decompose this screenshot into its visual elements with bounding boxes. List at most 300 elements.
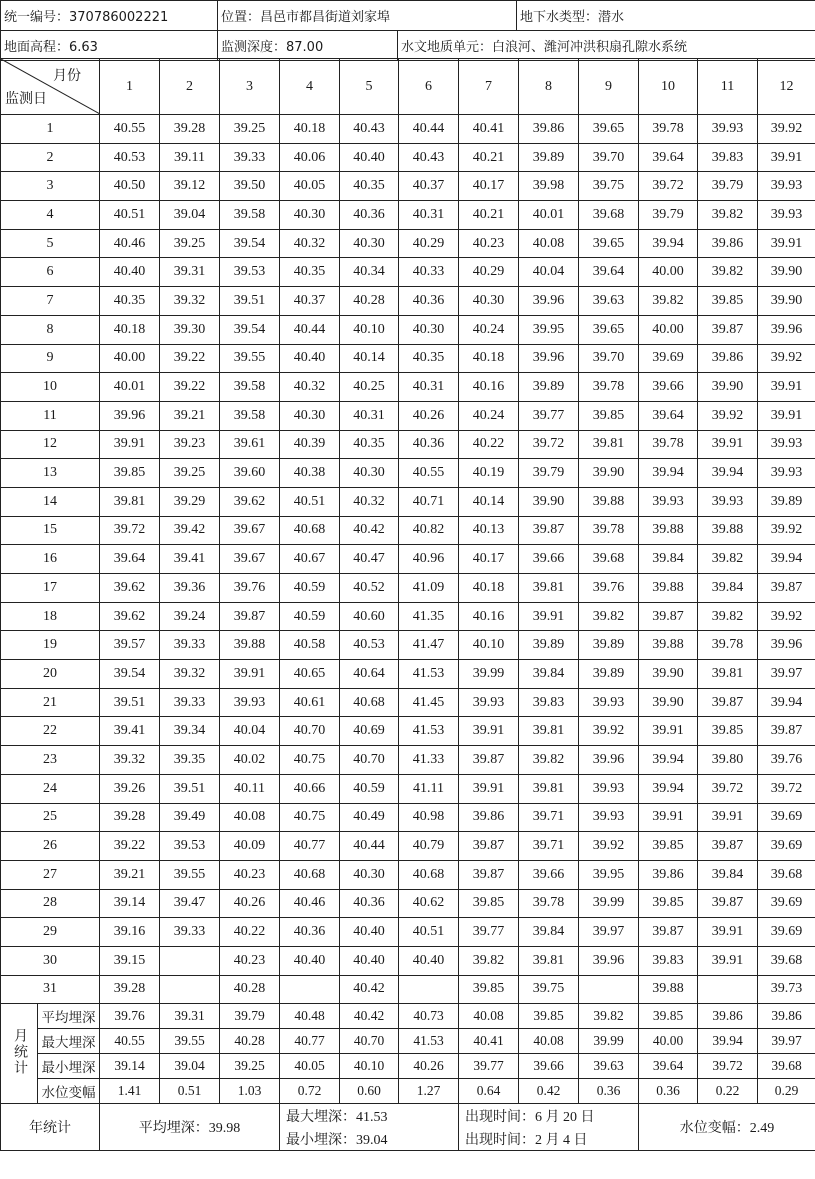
- depth-cell: 39.92: [579, 832, 639, 861]
- depth-cell: 39.87: [698, 688, 758, 717]
- depth-cell: 39.78: [579, 516, 639, 545]
- day-number: 10: [1, 373, 100, 402]
- depth-cell: 39.75: [519, 975, 579, 1004]
- depth-cell: 41.53: [399, 717, 459, 746]
- depth-cell: 39.98: [519, 172, 579, 201]
- depth-cell: 40.18: [100, 315, 160, 344]
- depth-cell: 39.94: [639, 746, 698, 775]
- depth-cell: 40.32: [280, 229, 340, 258]
- depth-cell: 39.64: [579, 258, 639, 287]
- stat-cell: 39.94: [698, 1029, 758, 1054]
- stat-cell: 40.70: [340, 1029, 399, 1054]
- depth-cell: 39.93: [579, 688, 639, 717]
- depth-cell: 39.93: [579, 774, 639, 803]
- depth-cell: 39.77: [519, 401, 579, 430]
- annual-max: 最大埋深：41.53: [280, 1104, 459, 1128]
- depth-cell: 39.88: [220, 631, 280, 660]
- depth-cell: 39.61: [220, 430, 280, 459]
- depth-cell: 39.85: [459, 889, 519, 918]
- depth-cell: 39.86: [519, 115, 579, 144]
- depth-cell: 39.78: [519, 889, 579, 918]
- depth-cell: 39.94: [639, 459, 698, 488]
- depth-cell: 39.28: [100, 803, 160, 832]
- depth-cell: 40.68: [280, 860, 340, 889]
- depth-cell: 39.90: [639, 660, 698, 689]
- day-number: 13: [1, 459, 100, 488]
- depth-cell: 39.99: [459, 660, 519, 689]
- stat-cell: 39.66: [519, 1054, 579, 1079]
- depth-cell: 40.36: [340, 889, 399, 918]
- depth-cell: 39.81: [519, 574, 579, 603]
- depth-cell: 39.91: [459, 717, 519, 746]
- depth-cell: 40.75: [280, 803, 340, 832]
- stat-cell: 40.00: [639, 1029, 698, 1054]
- depth-cell: [399, 975, 459, 1004]
- depth-cell: 39.73: [758, 975, 815, 1004]
- depth-cell: 39.81: [579, 430, 639, 459]
- depth-cell: 39.91: [698, 803, 758, 832]
- depth-cell: 40.51: [100, 201, 160, 230]
- depth-cell: 39.94: [758, 688, 815, 717]
- depth-cell: 39.71: [519, 803, 579, 832]
- depth-cell: 40.29: [399, 229, 459, 258]
- depth-cell: 39.76: [220, 574, 280, 603]
- depth-cell: 39.82: [639, 287, 698, 316]
- depth-cell: 39.65: [579, 315, 639, 344]
- depth-cell: 39.95: [579, 860, 639, 889]
- stat-cell: 1.03: [220, 1079, 280, 1104]
- stat-cell: 0.72: [280, 1079, 340, 1104]
- depth-cell: 39.88: [639, 574, 698, 603]
- depth-cell: 40.31: [399, 201, 459, 230]
- depth-cell: 39.81: [100, 487, 160, 516]
- depth-cell: 39.23: [160, 430, 220, 459]
- depth-cell: 40.43: [399, 143, 459, 172]
- depth-cell: 39.93: [459, 688, 519, 717]
- table-row: [1, 373, 815, 402]
- stat-row: [1, 1004, 815, 1029]
- depth-cell: 39.22: [100, 832, 160, 861]
- depth-cell: 39.72: [519, 430, 579, 459]
- depth-cell: 40.18: [459, 344, 519, 373]
- table-row: [1, 631, 815, 660]
- depth-cell: 39.69: [639, 344, 698, 373]
- depth-cell: 40.26: [399, 401, 459, 430]
- monitor-depth: 监测深度：87.00: [218, 31, 398, 61]
- depth-cell: 39.80: [698, 746, 758, 775]
- depth-cell: 41.53: [399, 660, 459, 689]
- depth-cell: 39.82: [698, 201, 758, 230]
- depth-cell: 39.14: [100, 889, 160, 918]
- depth-cell: 39.11: [160, 143, 220, 172]
- depth-cell: 39.86: [698, 229, 758, 258]
- depth-cell: 40.47: [340, 545, 399, 574]
- depth-cell: 39.25: [160, 459, 220, 488]
- station-info-table: [0, 0, 815, 61]
- table-row: [1, 746, 815, 775]
- depth-cell: 40.31: [340, 401, 399, 430]
- stat-cell: 39.99: [579, 1029, 639, 1054]
- depth-cell: 39.79: [698, 172, 758, 201]
- day-number: 25: [1, 803, 100, 832]
- day-number: 22: [1, 717, 100, 746]
- depth-cell: 40.66: [280, 774, 340, 803]
- monthly-stats-text: 月统计: [12, 1027, 27, 1076]
- depth-cell: 40.35: [340, 430, 399, 459]
- depth-cell: 40.01: [100, 373, 160, 402]
- depth-cell: 39.88: [579, 487, 639, 516]
- day-number: 27: [1, 860, 100, 889]
- depth-cell: 39.78: [639, 430, 698, 459]
- table-row: [1, 172, 815, 201]
- table-row: [1, 688, 815, 717]
- day-number: 20: [1, 660, 100, 689]
- depth-cell: 39.70: [579, 143, 639, 172]
- depth-cell: 40.18: [280, 115, 340, 144]
- depth-cell: 40.00: [639, 315, 698, 344]
- depth-cell: 40.17: [459, 545, 519, 574]
- depth-cell: 39.32: [160, 287, 220, 316]
- stat-cell: 39.55: [160, 1029, 220, 1054]
- depth-cell: 40.40: [100, 258, 160, 287]
- depth-cell: 40.65: [280, 660, 340, 689]
- month-header: 6: [399, 59, 459, 115]
- depth-cell: 39.93: [579, 803, 639, 832]
- stat-cell: 39.86: [698, 1004, 758, 1029]
- depth-cell: 40.53: [100, 143, 160, 172]
- month-day-corner: [1, 59, 100, 115]
- depth-cell: 40.30: [459, 287, 519, 316]
- stat-cell: 0.22: [698, 1079, 758, 1104]
- day-number: 24: [1, 774, 100, 803]
- depth-cell: 39.96: [579, 746, 639, 775]
- depth-cell: 39.91: [758, 401, 815, 430]
- table-row: [1, 946, 815, 975]
- depth-cell: 40.44: [340, 832, 399, 861]
- depth-cell: 39.33: [220, 143, 280, 172]
- depth-cell: 39.24: [160, 602, 220, 631]
- depth-cell: 39.04: [160, 201, 220, 230]
- table-row: [1, 315, 815, 344]
- depth-cell: 39.75: [579, 172, 639, 201]
- table-row: [1, 660, 815, 689]
- depth-cell: 39.22: [160, 344, 220, 373]
- stat-cell: 0.29: [758, 1079, 815, 1104]
- depth-cell: 39.68: [579, 545, 639, 574]
- depth-cell: 39.92: [758, 344, 815, 373]
- depth-cell: 39.76: [579, 574, 639, 603]
- stat-cell: 39.76: [100, 1004, 160, 1029]
- depth-cell: 39.78: [579, 373, 639, 402]
- depth-cell: 40.44: [399, 115, 459, 144]
- depth-cell: 39.87: [459, 860, 519, 889]
- depth-cell: 39.71: [519, 832, 579, 861]
- depth-cell: 39.62: [100, 602, 160, 631]
- depth-cell: 39.55: [220, 344, 280, 373]
- depth-cell: 41.35: [399, 602, 459, 631]
- depth-cell: 40.30: [399, 315, 459, 344]
- depth-cell: 40.02: [220, 746, 280, 775]
- depth-cell: 39.85: [698, 287, 758, 316]
- depth-cell: 39.35: [160, 746, 220, 775]
- depth-cell: 39.33: [160, 688, 220, 717]
- month-header: 9: [579, 59, 639, 115]
- table-row: [1, 574, 815, 603]
- depth-cell: 40.40: [280, 946, 340, 975]
- annual-avg: 平均埋深：39.98: [100, 1104, 280, 1151]
- depth-cell: [280, 975, 340, 1004]
- stat-cell: 39.31: [160, 1004, 220, 1029]
- depth-cell: 40.58: [280, 631, 340, 660]
- depth-cell: 39.81: [698, 660, 758, 689]
- stat-cell: 39.82: [579, 1004, 639, 1029]
- depth-cell: 41.33: [399, 746, 459, 775]
- depth-cell: 39.92: [758, 602, 815, 631]
- depth-cell: 39.64: [100, 545, 160, 574]
- depth-cell: 40.98: [399, 803, 459, 832]
- depth-cell: 39.25: [220, 115, 280, 144]
- depth-cell: 39.93: [220, 688, 280, 717]
- depth-cell: 40.14: [340, 344, 399, 373]
- depth-cell: 39.81: [519, 946, 579, 975]
- day-number: 6: [1, 258, 100, 287]
- depth-cell: 39.91: [698, 918, 758, 947]
- depth-cell: 39.91: [698, 430, 758, 459]
- depth-cell: 39.88: [639, 516, 698, 545]
- depth-cell: 39.32: [100, 746, 160, 775]
- table-row: [1, 545, 815, 574]
- stat-cell: 40.08: [459, 1004, 519, 1029]
- depth-cell: 40.26: [220, 889, 280, 918]
- depth-cell: 39.42: [160, 516, 220, 545]
- depth-cell: [579, 975, 639, 1004]
- depth-cell: 39.65: [579, 229, 639, 258]
- depth-cell: 39.96: [519, 344, 579, 373]
- depth-cell: 41.45: [399, 688, 459, 717]
- depth-cell: 39.89: [579, 660, 639, 689]
- depth-cell: 39.99: [579, 889, 639, 918]
- depth-cell: 40.33: [399, 258, 459, 287]
- depth-cell: 39.87: [698, 832, 758, 861]
- monthly-stats-label: [1, 1004, 38, 1104]
- depth-cell: 39.79: [639, 201, 698, 230]
- depth-cell: 40.24: [459, 315, 519, 344]
- day-number: 4: [1, 201, 100, 230]
- depth-cell: 40.42: [340, 975, 399, 1004]
- depth-cell: 39.76: [758, 746, 815, 775]
- ground-elevation: 地面高程：6.63: [1, 31, 218, 61]
- depth-cell: 39.62: [220, 487, 280, 516]
- stat-cell: 39.68: [758, 1054, 815, 1079]
- depth-cell: 39.84: [698, 860, 758, 889]
- depth-cell: 39.87: [758, 574, 815, 603]
- depth-cell: 40.60: [340, 602, 399, 631]
- depth-cell: 40.30: [280, 201, 340, 230]
- depth-cell: 40.37: [399, 172, 459, 201]
- depth-cell: 40.44: [280, 315, 340, 344]
- depth-cell: 40.36: [280, 918, 340, 947]
- depth-cell: 39.33: [160, 918, 220, 947]
- depth-cell: 39.62: [100, 574, 160, 603]
- depth-cell: 39.85: [639, 889, 698, 918]
- table-row: [1, 918, 815, 947]
- table-row: [1, 860, 815, 889]
- stat-cell: 40.48: [280, 1004, 340, 1029]
- table-row: [1, 516, 815, 545]
- depth-cell: 40.28: [220, 975, 280, 1004]
- depth-cell: 39.96: [758, 631, 815, 660]
- day-number: 11: [1, 401, 100, 430]
- depth-cell: 40.36: [340, 201, 399, 230]
- depth-cell: 40.09: [220, 832, 280, 861]
- depth-cell: 39.58: [220, 401, 280, 430]
- stat-cell: 40.55: [100, 1029, 160, 1054]
- stat-cell: 40.41: [459, 1029, 519, 1054]
- depth-cell: 40.38: [280, 459, 340, 488]
- stat-cell: 40.42: [340, 1004, 399, 1029]
- depth-cell: 40.37: [280, 287, 340, 316]
- table-row: [1, 258, 815, 287]
- depth-cell: 39.93: [698, 487, 758, 516]
- depth-cell: 39.53: [220, 258, 280, 287]
- depth-cell: 40.23: [220, 860, 280, 889]
- depth-cell: 39.90: [758, 287, 815, 316]
- depth-cell: 40.16: [459, 373, 519, 402]
- stat-cell: 39.25: [220, 1054, 280, 1079]
- depth-cell: 39.82: [698, 258, 758, 287]
- table-row: [1, 774, 815, 803]
- depth-cell: 39.72: [100, 516, 160, 545]
- depth-cell: 39.87: [758, 717, 815, 746]
- depth-cell: 39.96: [519, 287, 579, 316]
- depth-cell: 39.93: [639, 487, 698, 516]
- depth-cell: 39.84: [639, 545, 698, 574]
- month-header: 2: [160, 59, 220, 115]
- depth-cell: 39.89: [519, 373, 579, 402]
- depth-cell: 39.64: [639, 143, 698, 172]
- depth-cell: 40.10: [340, 315, 399, 344]
- depth-cell: 39.88: [639, 975, 698, 1004]
- day-number: 7: [1, 287, 100, 316]
- depth-cell: 40.64: [340, 660, 399, 689]
- table-row: [1, 287, 815, 316]
- depth-cell: 40.35: [280, 258, 340, 287]
- depth-cell: 40.32: [280, 373, 340, 402]
- stat-cell: 40.28: [220, 1029, 280, 1054]
- depth-cell: 39.96: [579, 946, 639, 975]
- depth-cell: 39.96: [758, 315, 815, 344]
- depth-cell: 40.68: [399, 860, 459, 889]
- depth-cell: 40.23: [459, 229, 519, 258]
- depth-cell: 39.77: [459, 918, 519, 947]
- depth-cell: 39.83: [698, 143, 758, 172]
- depth-cell: 40.00: [639, 258, 698, 287]
- stat-cell: 40.26: [399, 1054, 459, 1079]
- table-row: [1, 229, 815, 258]
- depth-cell: 39.72: [758, 774, 815, 803]
- depth-cell: 40.67: [280, 545, 340, 574]
- depth-cell: 40.22: [220, 918, 280, 947]
- table-row: [1, 430, 815, 459]
- day-number: 19: [1, 631, 100, 660]
- depth-cell: 39.41: [100, 717, 160, 746]
- depth-cell: 40.18: [459, 574, 519, 603]
- depth-cell: 40.51: [399, 918, 459, 947]
- depth-cell: 40.19: [459, 459, 519, 488]
- depth-cell: 39.69: [758, 803, 815, 832]
- depth-cell: 40.01: [519, 201, 579, 230]
- depth-cell: 39.91: [100, 430, 160, 459]
- annual-min: 最小埋深：39.04: [280, 1127, 459, 1151]
- depth-cell: 39.97: [579, 918, 639, 947]
- depth-cell: 39.65: [579, 115, 639, 144]
- depth-cell: 39.69: [758, 918, 815, 947]
- stat-row: [1, 1054, 815, 1079]
- depth-cell: 39.81: [519, 774, 579, 803]
- depth-cell: 40.36: [399, 430, 459, 459]
- depth-cell: 40.31: [399, 373, 459, 402]
- depth-cell: 39.29: [160, 487, 220, 516]
- depth-cell: 40.75: [280, 746, 340, 775]
- depth-cell: 39.92: [698, 401, 758, 430]
- depth-cell: 39.72: [698, 774, 758, 803]
- depth-cell: 39.89: [519, 631, 579, 660]
- depth-cell: 40.10: [459, 631, 519, 660]
- stat-cell: 0.42: [519, 1079, 579, 1104]
- day-number: 5: [1, 229, 100, 258]
- depth-cell: 39.87: [519, 516, 579, 545]
- stat-name: 最小埋深: [38, 1054, 100, 1079]
- table-row: [1, 487, 815, 516]
- depth-cell: 40.30: [280, 401, 340, 430]
- depth-cell: 39.94: [639, 774, 698, 803]
- depth-cell: 39.85: [698, 717, 758, 746]
- depth-cell: 39.95: [519, 315, 579, 344]
- day-number: 28: [1, 889, 100, 918]
- depth-cell: 40.69: [340, 717, 399, 746]
- depth-cell: 39.86: [639, 860, 698, 889]
- depth-cell: 39.22: [160, 373, 220, 402]
- stat-cell: 39.85: [639, 1004, 698, 1029]
- depth-cell: 39.51: [100, 688, 160, 717]
- stat-cell: 1.27: [399, 1079, 459, 1104]
- stat-cell: 0.36: [579, 1079, 639, 1104]
- depth-cell: 39.91: [758, 373, 815, 402]
- depth-cell: 39.68: [758, 946, 815, 975]
- depth-cell: 39.87: [459, 746, 519, 775]
- stat-name: 最大埋深: [38, 1029, 100, 1054]
- depth-table: [0, 58, 815, 1151]
- depth-cell: 40.59: [280, 602, 340, 631]
- depth-cell: 39.68: [579, 201, 639, 230]
- stat-cell: 39.86: [758, 1004, 815, 1029]
- depth-cell: 40.43: [340, 115, 399, 144]
- depth-cell: 41.11: [399, 774, 459, 803]
- annual-max-time: 出现时间：6 月 20 日: [459, 1104, 639, 1128]
- depth-cell: 39.30: [160, 315, 220, 344]
- depth-cell: 40.51: [280, 487, 340, 516]
- depth-cell: 39.66: [519, 860, 579, 889]
- depth-cell: 40.16: [459, 602, 519, 631]
- month-axis-label: 月份: [53, 69, 81, 84]
- depth-cell: 41.09: [399, 574, 459, 603]
- depth-cell: 40.40: [340, 143, 399, 172]
- annual-min-time: 出现时间：2 月 4 日: [459, 1127, 639, 1151]
- depth-cell: 40.70: [340, 746, 399, 775]
- depth-cell: 39.92: [579, 717, 639, 746]
- depth-cell: 39.21: [100, 860, 160, 889]
- depth-cell: 39.92: [758, 115, 815, 144]
